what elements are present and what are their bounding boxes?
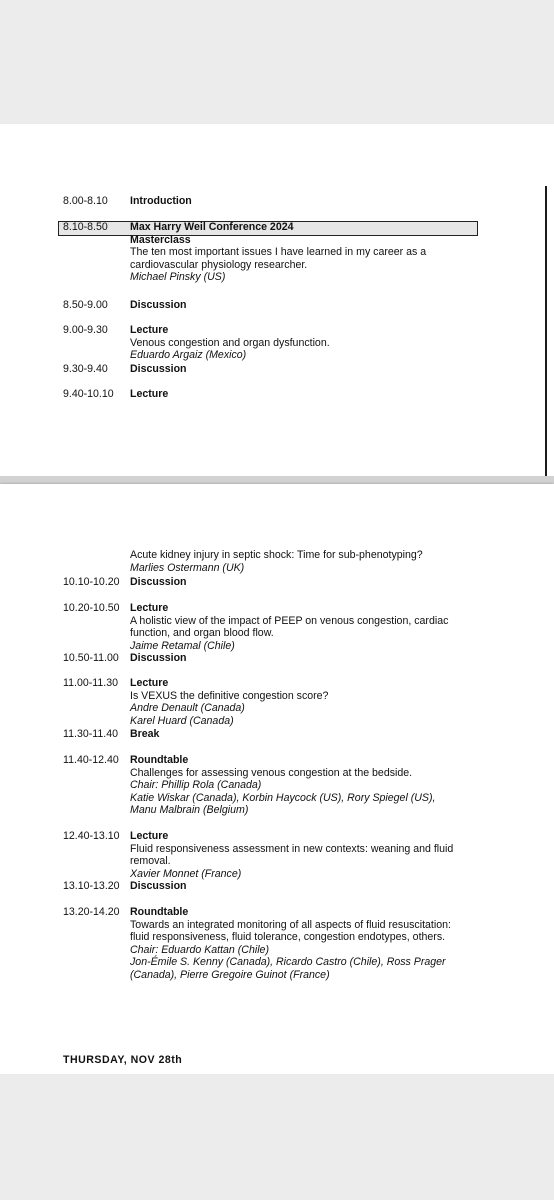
- talk-title-line: Acute kidney injury in septic shock: Time for sub-phenotyping?: [130, 549, 423, 561]
- session-details: [130, 549, 470, 574]
- session-time: 9.00-9.30: [63, 324, 108, 336]
- session-time: 11.40-12.40: [63, 754, 119, 766]
- session-title: Roundtable: [130, 906, 189, 918]
- talk-title-line: Is VEXUS the definitive congestion score?: [130, 689, 329, 702]
- speaker-line: Karel Huard (Canada): [130, 714, 234, 727]
- cut-off-heading: [63, 1054, 183, 1066]
- session-title: Lecture: [130, 677, 169, 689]
- session-details: [130, 677, 470, 727]
- session-details: [130, 754, 470, 817]
- cut-off-heading-text: THURSDAY, NOV 28th: [63, 1054, 183, 1066]
- talk-title-line: Challenges for assessing venous congestion at the bedside.: [130, 766, 413, 779]
- talk-title-line: removal.: [130, 855, 171, 868]
- session-time: 9.40-10.10: [63, 388, 114, 400]
- session-title: Discussion: [130, 363, 187, 375]
- session-time: 13.20-14.20: [63, 906, 120, 918]
- session-details: [130, 363, 470, 376]
- session-time: 10.20-10.50: [63, 602, 120, 614]
- speaker-line: Jon-Émile S. Kenny (Canada), Ricardo Castro (Chile), Ross Prager: [130, 956, 446, 969]
- session-title: Roundtable: [130, 754, 189, 766]
- page-separator: [0, 476, 554, 484]
- speaker-line: Andre Denault (Canada): [130, 702, 245, 715]
- talk-title-line: Towards an integrated monitoring of all aspects of fluid resuscitation:: [130, 918, 451, 931]
- session-details: [130, 906, 470, 982]
- session-title: Lecture: [130, 830, 169, 842]
- session-title: Discussion: [130, 880, 187, 892]
- session-time: 13.10-13.20: [63, 880, 120, 892]
- session-details: [130, 388, 470, 401]
- session-details: [130, 880, 470, 893]
- session-details: [130, 195, 470, 208]
- session-details: [130, 221, 470, 284]
- talk-title-line: Venous congestion and organ dysfunction.: [130, 336, 330, 349]
- session-title: Discussion: [130, 576, 187, 588]
- session-details: [130, 324, 470, 362]
- margin-rule: [545, 186, 547, 476]
- session-time: 12.40-13.10: [63, 830, 120, 842]
- speaker-line: (Canada), Pierre Gregoire Guinot (France): [130, 968, 330, 981]
- session-details: [130, 602, 470, 652]
- session-title: Discussion: [130, 652, 187, 664]
- talk-title-line: The ten most important issues I have learned in my career as a: [130, 246, 427, 259]
- session-details: [130, 830, 470, 880]
- speaker-line: Chair: Phillip Rola (Canada): [130, 779, 262, 792]
- session-title: Introduction: [130, 195, 192, 207]
- speaker-line: Chair: Eduardo Kattan (Chile): [130, 943, 269, 956]
- session-details: [130, 299, 470, 312]
- speaker-line: Katie Wiskar (Canada), Korbin Haycock (US), Rory Spiegel (US),: [130, 791, 436, 804]
- session-time: 8.50-9.00: [63, 299, 108, 311]
- session-time: 8.00-8.10: [63, 195, 108, 207]
- speaker-line: Xavier Monnet (France): [130, 867, 242, 880]
- speaker-line: Jaime Retamal (Chile): [130, 639, 235, 652]
- session-title: Max Harry Weil Conference 2024: [130, 221, 294, 233]
- talk-title-line: function, and organ blood flow.: [130, 627, 274, 640]
- session-title: Lecture: [130, 324, 169, 336]
- speaker-line: Manu Malbrain (Belgium): [130, 804, 249, 817]
- speaker-line: Marlies Ostermann (UK): [130, 561, 245, 574]
- talk-title-line: fluid responsiveness, fluid tolerance, congestion endotypes, others.: [130, 931, 446, 944]
- session-title: Discussion: [130, 299, 187, 311]
- speaker-line: Eduardo Argaiz (Mexico): [130, 349, 247, 362]
- session-details: [130, 652, 470, 665]
- speaker-line: Michael Pinsky (US): [130, 271, 226, 284]
- session-time: 10.50-11.00: [63, 652, 119, 664]
- session-title: Break: [130, 728, 160, 740]
- session-time: 11.00-11.30: [63, 677, 118, 689]
- session-details: [130, 576, 470, 589]
- session-title: Masterclass: [130, 233, 191, 246]
- session-time: 11.30-11.40: [63, 728, 118, 740]
- talk-title-line: cardiovascular physiology researcher.: [130, 258, 308, 271]
- session-details: [130, 728, 470, 741]
- session-time: 8.10-8.50: [63, 221, 108, 233]
- session-title: Lecture: [130, 602, 169, 614]
- talk-title-line: Fluid responsiveness assessment in new contexts: weaning and fluid: [130, 842, 454, 855]
- session-time: 9.30-9.40: [63, 363, 108, 375]
- talk-title-line: A holistic view of the impact of PEEP on venous congestion, cardiac: [130, 614, 449, 627]
- session-time: 10.10-10.20: [63, 576, 120, 588]
- session-title: Lecture: [130, 388, 169, 400]
